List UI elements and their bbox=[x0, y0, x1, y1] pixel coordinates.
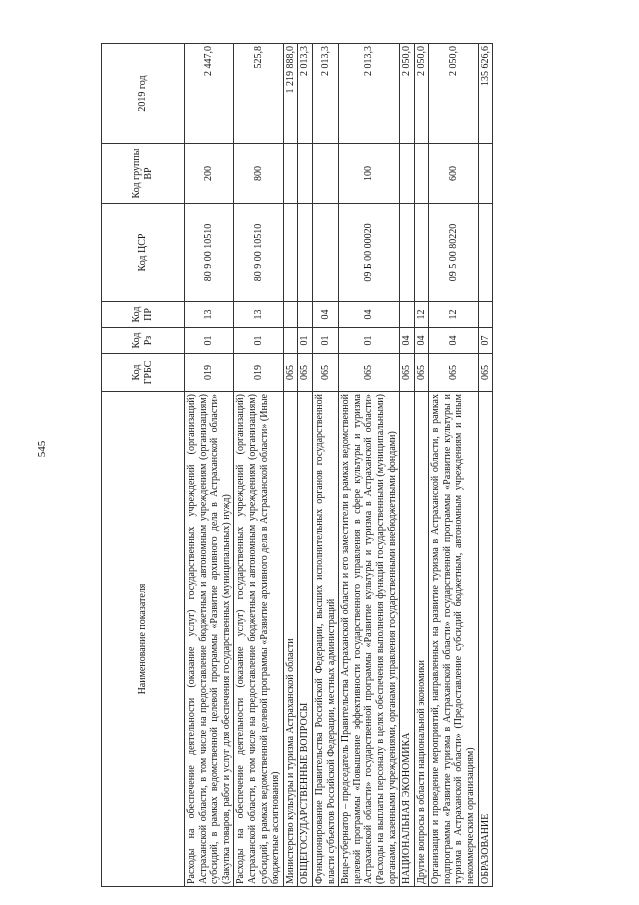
row-rz: 04 bbox=[414, 328, 429, 354]
row-rz: 04 bbox=[400, 328, 415, 354]
table-row bbox=[339, 44, 400, 887]
row-pr bbox=[478, 302, 493, 328]
row-rz: 01 bbox=[185, 328, 234, 354]
row-vr bbox=[414, 144, 429, 204]
page-number: 545 bbox=[36, 440, 48, 458]
row-name: ОБРАЗОВАНИЕ bbox=[478, 392, 493, 887]
table-row bbox=[478, 44, 493, 887]
table-row bbox=[429, 44, 478, 887]
row-pr: 13 bbox=[234, 302, 283, 328]
row-csr bbox=[400, 204, 415, 302]
row-csr bbox=[283, 204, 298, 302]
row-amount: 2 013,3 bbox=[339, 44, 400, 144]
row-amount: 2 013,3 bbox=[298, 44, 313, 144]
header-pr: Код ПР bbox=[102, 302, 185, 328]
row-grbs: 065 bbox=[283, 354, 298, 392]
row-name: НАЦИОНАЛЬНАЯ ЭКОНОМИКА bbox=[400, 392, 415, 887]
row-rz: 07 bbox=[478, 328, 493, 354]
header-year: 2019 год bbox=[102, 44, 185, 144]
budget-table bbox=[101, 43, 493, 887]
row-rz bbox=[283, 328, 298, 354]
row-vr bbox=[400, 144, 415, 204]
row-rz: 04 bbox=[429, 328, 478, 354]
row-grbs: 065 bbox=[429, 354, 478, 392]
table-row bbox=[298, 44, 313, 887]
table-row bbox=[312, 44, 338, 887]
table-row bbox=[400, 44, 415, 887]
row-name: Функционирование Правительства Российской Федерации, высших исполнительных органов государственной власти субъектов Российской Федерации, местных администраций bbox=[312, 392, 338, 887]
header-csr: Код ЦСР bbox=[102, 204, 185, 302]
row-grbs: 065 bbox=[400, 354, 415, 392]
row-grbs: 019 bbox=[234, 354, 283, 392]
row-pr: 12 bbox=[414, 302, 429, 328]
row-vr bbox=[298, 144, 313, 204]
row-grbs: 065 bbox=[312, 354, 338, 392]
table-row bbox=[185, 44, 234, 887]
row-grbs: 065 bbox=[339, 354, 400, 392]
row-amount: 1 219 888,0 bbox=[283, 44, 298, 144]
table-row bbox=[414, 44, 429, 887]
row-rz: 01 bbox=[234, 328, 283, 354]
row-csr bbox=[298, 204, 313, 302]
row-name: Организация и проведение мероприятий, направленных на развитие туризма в Астраханской области, в рамках подпрограммы «Развитие туризма в Астраханской области» государственной программы «Развитие культуры и туризма в Астраханской области» (Предоставление субсидий бюджетным, автономным учреждениям и иным некоммерческим организациям) bbox=[429, 392, 478, 887]
row-vr: 200 bbox=[185, 144, 234, 204]
row-vr: 800 bbox=[234, 144, 283, 204]
row-pr: 04 bbox=[312, 302, 338, 328]
row-csr: 09 5 00 80220 bbox=[429, 204, 478, 302]
table-row bbox=[234, 44, 283, 887]
row-pr: 04 bbox=[339, 302, 400, 328]
row-name: Расходы на обеспечение деятельности (оказание услуг) государственных учреждений (организаций) Астраханской области, в том числе на предоставление бюджетным и автономным учреждениям (организациям) субсидий, в рамках ведомственной целевой программы «Развитие архивного дела в Астраханской области» (Закупка товаров, работ и услуг для обеспечения государственных (муниципальных) нужд) bbox=[185, 392, 234, 887]
header-row bbox=[102, 44, 185, 887]
row-vr bbox=[283, 144, 298, 204]
rotated-page bbox=[101, 44, 616, 887]
row-rz: 01 bbox=[312, 328, 338, 354]
row-csr bbox=[312, 204, 338, 302]
row-amount: 2 013,3 bbox=[312, 44, 338, 144]
header-grbs: Код ГРБС bbox=[102, 354, 185, 392]
row-grbs: 065 bbox=[298, 354, 313, 392]
row-grbs: 019 bbox=[185, 354, 234, 392]
row-amount: 2 050,0 bbox=[414, 44, 429, 144]
row-pr bbox=[283, 302, 298, 328]
row-amount: 135 626,6 bbox=[478, 44, 493, 144]
row-csr: 80 9 00 10510 bbox=[234, 204, 283, 302]
row-pr bbox=[298, 302, 313, 328]
row-rz: 01 bbox=[298, 328, 313, 354]
row-csr bbox=[478, 204, 493, 302]
row-name: ОБЩЕГОСУДАРСТВЕННЫЕ ВОПРОСЫ bbox=[298, 392, 313, 887]
header-vr: Код группы ВР bbox=[102, 144, 185, 204]
row-amount: 2 050,0 bbox=[429, 44, 478, 144]
row-vr: 600 bbox=[429, 144, 478, 204]
row-amount: 2 447,0 bbox=[185, 44, 234, 144]
row-pr bbox=[400, 302, 415, 328]
row-grbs: 065 bbox=[478, 354, 493, 392]
table-row bbox=[283, 44, 298, 887]
row-vr bbox=[478, 144, 493, 204]
row-rz: 01 bbox=[339, 328, 400, 354]
header-name: Наименование показателя bbox=[102, 392, 185, 887]
row-pr: 13 bbox=[185, 302, 234, 328]
row-grbs: 065 bbox=[414, 354, 429, 392]
header-rz: Код Рз bbox=[102, 328, 185, 354]
row-amount: 2 050,0 bbox=[400, 44, 415, 144]
row-vr bbox=[312, 144, 338, 204]
row-pr: 12 bbox=[429, 302, 478, 328]
row-name: Министерство культуры и туризма Астраханской области bbox=[283, 392, 298, 887]
row-csr: 09 Б 00 00020 bbox=[339, 204, 400, 302]
row-name: Другие вопросы в области национальной экономики bbox=[414, 392, 429, 887]
row-vr: 100 bbox=[339, 144, 400, 204]
row-amount: 525,8 bbox=[234, 44, 283, 144]
row-name: Расходы на обеспечение деятельности (оказание услуг) государственных учреждений (организаций) Астраханской области, в том числе на предоставление бюджетным и автономным учреждениям (организациям) субсидий, в рамках ведомственной целевой программы «Развитие архивного дела в Астраханской области» (Иные бюджетные ассигнования) bbox=[234, 392, 283, 887]
row-name: Вице-губернатор – председатель Правительства Астраханской области и его заместители в рамках ведомственной целевой программы «Повышение эффективности государственного управления в сфере культуры и туризма Астраханской области» государственной программы «Развитие культуры и туризма в Астраханской области» (Расходы на выплаты персоналу в целях обеспечения выполнения функций государственными (муниципальными) органами, казенными учреждениями, органами управления государственными внебюджетными фондами) bbox=[339, 392, 400, 887]
row-csr: 80 9 00 10510 bbox=[185, 204, 234, 302]
row-csr bbox=[414, 204, 429, 302]
